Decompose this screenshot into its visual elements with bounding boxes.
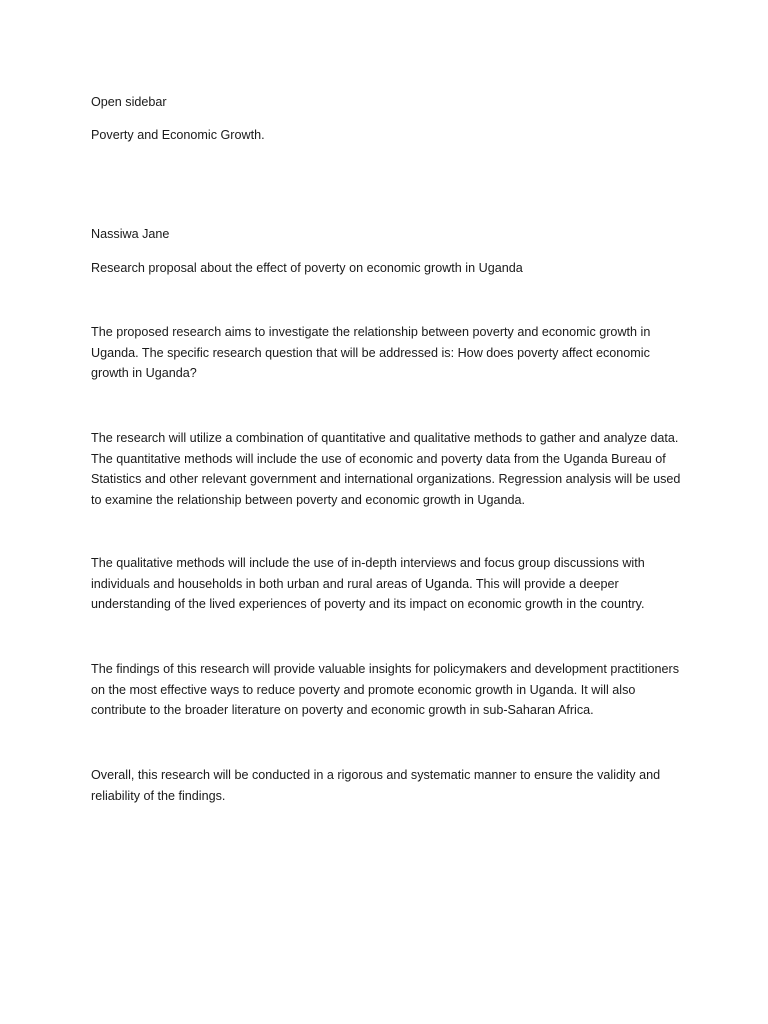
paragraph-quantitative-methods: The research will utilize a combination of quantitative and qualitative methods to gather and analyze data. The quantitative methods will include the use of economic and poverty data from the Uganda Bureau of Statistics and other relevant government and international organizations. Regression analysis will be used to examine the relationship between poverty and economic growth in Uganda. [91, 431, 681, 507]
document-subtitle: Research proposal about the effect of poverty on economic growth in Uganda [91, 261, 523, 275]
paragraph-findings: The findings of this research will provide valuable insights for policymakers and development practitioners on the most effective ways to reduce poverty and promote economic growth in Uganda. It will also contribute to the broader literature on poverty and economic growth in sub-Saharan Africa. [91, 662, 680, 717]
paragraph-qualitative-methods: The qualitative methods will include the use of in-depth interviews and focus group discussions with individuals and households in both urban and rural areas of Uganda. This will provide a deeper understanding of the lived experiences of poverty and its impact on economic growth in the country. [91, 556, 645, 611]
open-sidebar-link[interactable]: Open sidebar [91, 95, 167, 109]
paragraph-research-aim: The proposed research aims to investigate the relationship between poverty and economic growth in Uganda. The specific research question that will be addressed is: How does poverty affect economic growth in Uganda? [91, 325, 651, 380]
author-name: Nassiwa Jane [91, 227, 170, 241]
document-title: Poverty and Economic Growth. [91, 128, 265, 142]
paragraph-conclusion: Overall, this research will be conducted in a rigorous and systematic manner to ensure the validity and reliability of the findings. [91, 768, 661, 803]
